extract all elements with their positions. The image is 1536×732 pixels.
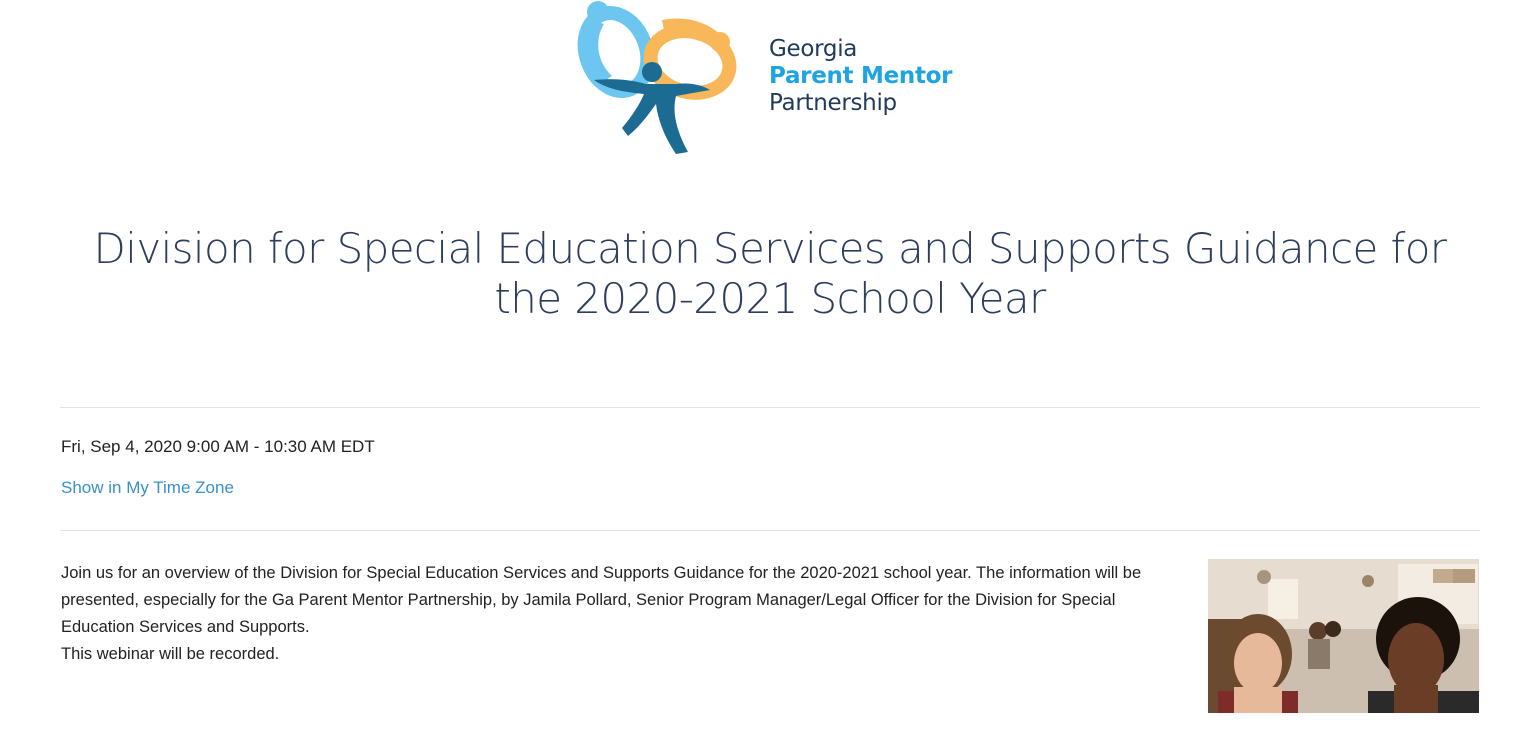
description-recorded-note: This webinar will be recorded. (61, 645, 280, 663)
event-photo-two-women (1208, 559, 1479, 713)
event-title: Division for Special Education Services and Supports Guidance for the 2020-2021 School Year (93, 224, 1447, 323)
divider-bottom (60, 530, 1480, 531)
logo-line-partnership: Partnership (769, 90, 897, 116)
logo-line-georgia: Georgia (769, 36, 858, 62)
event-photo (1208, 559, 1479, 713)
event-description (61, 560, 1191, 668)
divider-top (60, 407, 1480, 408)
event-datetime: Fri, Sep 4, 2020 9:00 AM - 10:30 AM EDT (61, 437, 375, 456)
description-paragraph: Join us for an overview of the Division for Special Education Services and Supports Guidance for the 2020-2021 school year. The information will be presented, especially for the Ga Parent Mentor Partnership, by Jamila Pollard, Senior Program Manager/Legal Officer for the Division for Special Education Services and Supports. (61, 564, 1142, 636)
people-circle-logo-icon (572, 0, 752, 160)
show-in-my-time-zone-link[interactable]: Show in My Time Zone (61, 478, 234, 497)
logo-wordmark (769, 36, 952, 117)
logo-line-parent-mentor: Parent Mentor (769, 63, 953, 89)
organization-logo (572, 0, 982, 160)
